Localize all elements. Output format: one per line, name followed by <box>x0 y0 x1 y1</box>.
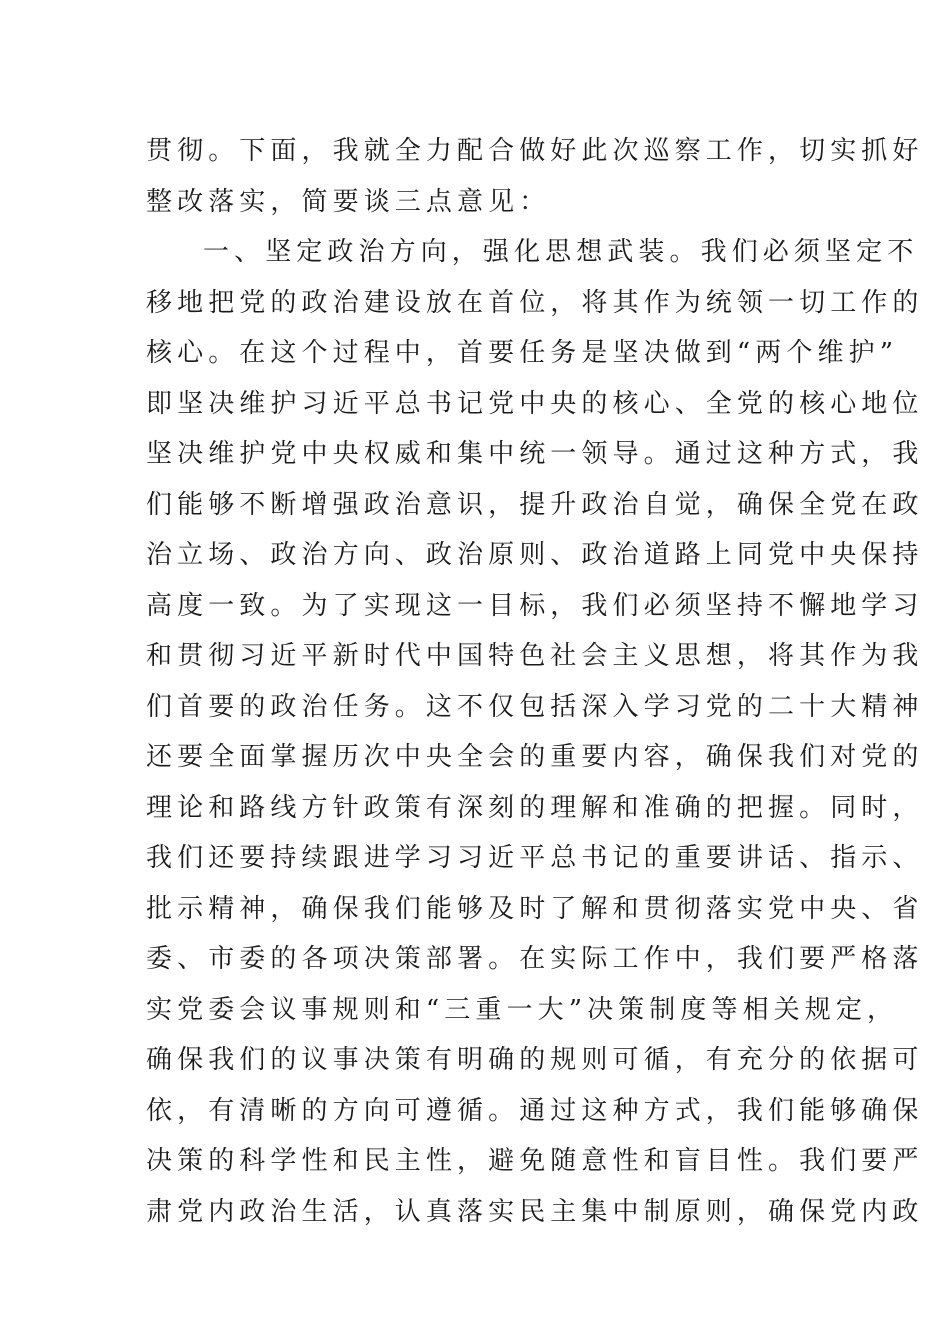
text-line: 确保我们的议事决策有明确的规则可循，有充分的依据可 <box>146 1045 924 1075</box>
text-line: 肃党内政治生活，认真落实民主集中制原则，确保党内政 <box>146 1196 924 1227</box>
section-heading-line: 一、坚定政治方向，强化思想武装。我们必须坚定不 <box>203 237 919 267</box>
text-line: 整改落实，简要谈三点意见： <box>146 186 551 217</box>
text-line: 还要全面掌握历次中央全会的重要内容，确保我们对党的 <box>146 742 924 772</box>
text-line: 贯彻。下面，我就全力配合做好此次巡察工作，切实抓好 <box>146 136 924 166</box>
text-line: 们首要的政治任务。这不仅包括深入学习党的二十大精神 <box>146 691 924 722</box>
text-line: 决策的科学性和民主性，避免随意性和盲目性。我们要严 <box>146 1146 924 1176</box>
text-line: 理论和路线方针政策有深刻的理解和准确的把握。同时， <box>146 792 924 823</box>
text-line: 核心。在这个过程中，首要任务是坚决做到“两个维护” <box>146 338 899 368</box>
text-line: 委、市委的各项决策部署。在实际工作中，我们要严格落 <box>146 944 924 974</box>
text-line: 和贯彻习近平新时代中国特色社会主义思想，将其作为我 <box>146 641 924 671</box>
text-line: 坚决维护党中央权威和集中统一领导。通过这种方式，我 <box>146 439 924 469</box>
text-line: 治立场、政治方向、政治原则、政治道路上同党中央保持 <box>146 540 924 570</box>
text-line: 我们还要持续跟进学习习近平总书记的重要讲话、指示、 <box>146 843 924 873</box>
text-line: 高度一致。为了实现这一目标，我们必须坚持不懈地学习 <box>146 590 924 621</box>
text-line: 批示精神，确保我们能够及时了解和贯彻落实党中央、省 <box>146 893 924 924</box>
text-line: 实党委会议事规则和“三重一大”决策制度等相关规定， <box>146 994 899 1025</box>
body-text <box>146 126 924 1237</box>
text-line: 们能够不断增强政治意识，提升政治自觉，确保全党在政 <box>146 489 924 520</box>
text-line: 移地把党的政治建设放在首位，将其作为统领一切工作的 <box>146 287 924 318</box>
text-line: 依，有清晰的方向可遵循。通过这种方式，我们能够确保 <box>146 1095 924 1126</box>
text-line: 即坚决维护习近平总书记党中央的核心、全党的核心地位 <box>146 388 924 419</box>
